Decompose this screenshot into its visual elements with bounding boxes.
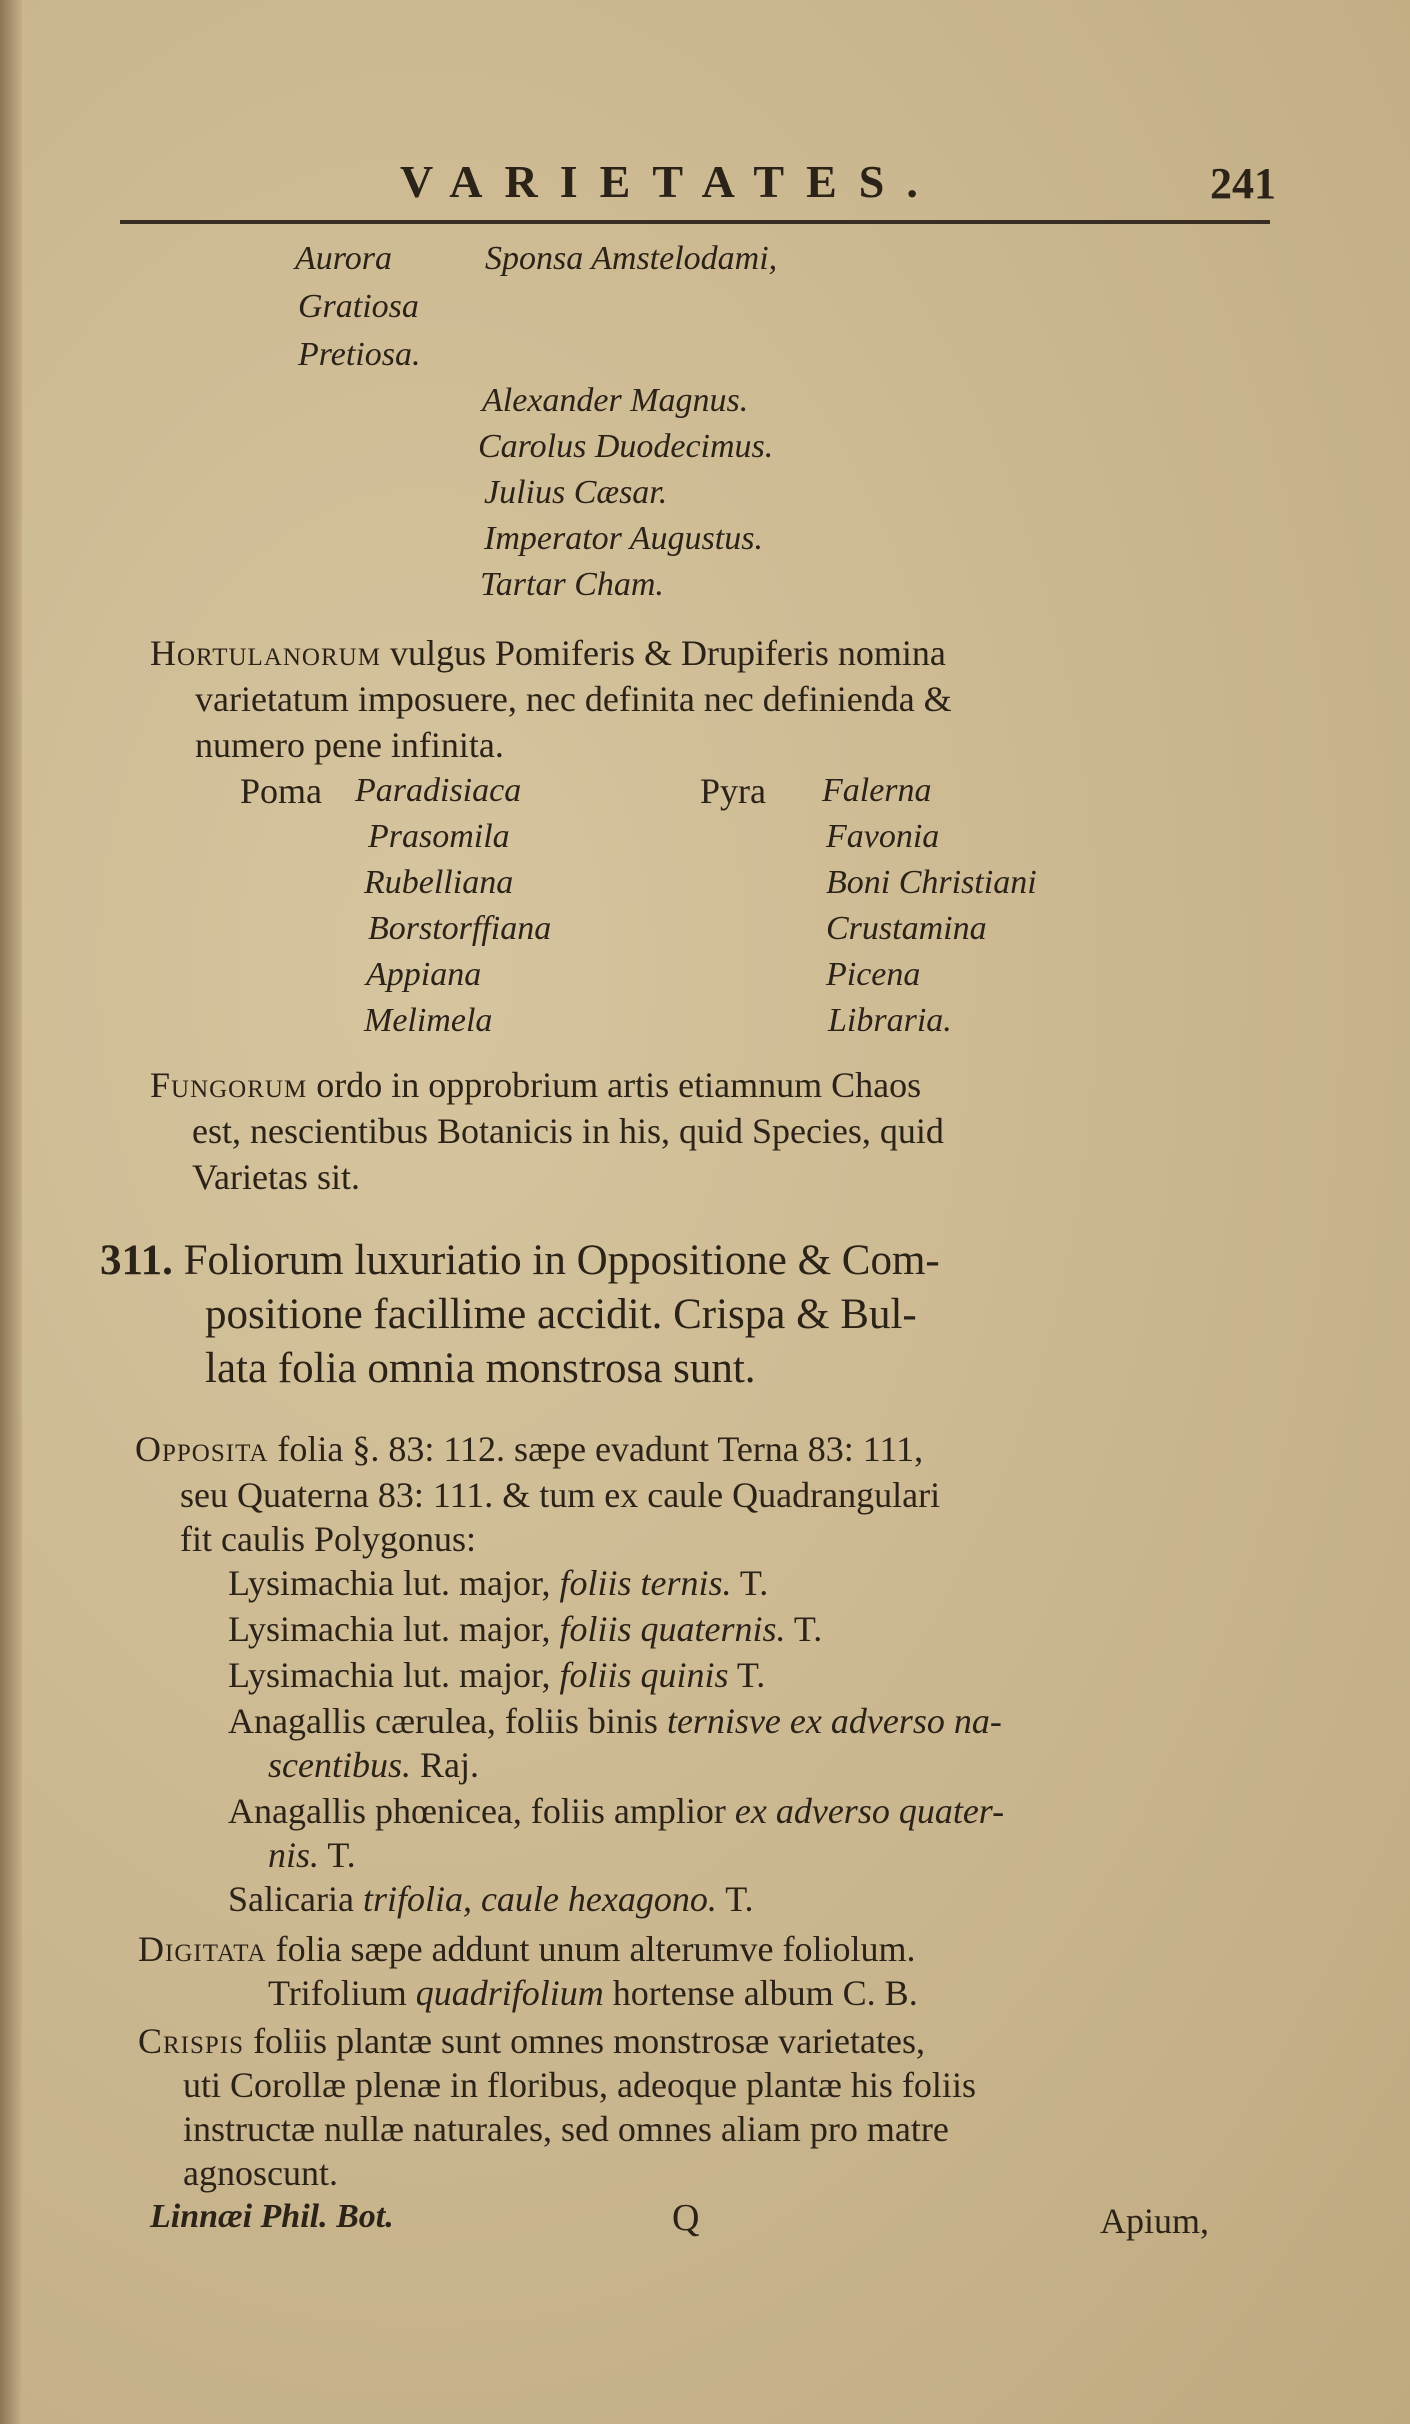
fungorum-line: est, nescientibus Botanicis in his, quid Species, quid xyxy=(192,1111,944,1151)
variety-name: Alexander Magnus. xyxy=(482,382,749,419)
example-line: Lysimachia lut. major, foliis ternis. T. xyxy=(228,1563,769,1603)
crispis-line: uti Corollæ plenæ in floribus, adeoque plantæ his foliis xyxy=(183,2065,976,2105)
pyra-item: Picena xyxy=(826,956,921,993)
variety-aurora: Aurora xyxy=(295,240,392,277)
pyra-item: Boni Christiani xyxy=(826,864,1037,901)
variety-pretiosa: Pretiosa. xyxy=(298,336,421,373)
crispis-line: agnoscunt. xyxy=(183,2153,338,2193)
opposita-line: Opposita folia §. 83: 112. sæpe evadunt Terna 83: 111, xyxy=(135,1429,924,1469)
example-line: nis. T. xyxy=(268,1835,356,1875)
poma-item: Paradisiaca xyxy=(355,772,522,809)
variety-sponsa: Sponsa Amstelodami, xyxy=(485,240,778,277)
digitata-line: Digitata folia sæpe addunt unum alterumve foliolum. xyxy=(138,1929,916,1969)
variety-name: Julius Cæsar. xyxy=(484,474,668,511)
poma-item: Borstorffiana xyxy=(368,910,552,947)
hortulanorum-line: Hortulanorum vulgus Pomiferis & Drupiferis nomina xyxy=(150,633,946,673)
catchword: Apium, xyxy=(1100,2201,1210,2241)
poma-item: Appiana xyxy=(366,956,482,993)
section-311-line: lata folia omnia monstrosa sunt. xyxy=(205,1345,756,1392)
example-line: Anagallis cærulea, foliis binis ternisve ex adverso na- xyxy=(228,1701,1002,1741)
variety-name: Tartar Cham. xyxy=(480,566,664,603)
poma-item: Melimela xyxy=(364,1002,493,1039)
digitata-line: Trifolium quadrifolium hortense album C. B. xyxy=(268,1973,918,2013)
section-311-line: positione facillime accidit. Crispa & Bul- xyxy=(205,1291,917,1338)
variety-gratiosa: Gratiosa xyxy=(298,288,419,325)
signature-mark: Q xyxy=(672,2197,700,2239)
opposita-line: fit caulis Polygonus: xyxy=(180,1519,476,1559)
example-line: Lysimachia lut. major, foliis quaternis. T. xyxy=(228,1609,823,1649)
section-311-line: 311. Foliorum luxuriatio in Oppositione & Com- xyxy=(100,1237,940,1284)
crispis-lead: Crispis xyxy=(138,2021,245,2061)
digitata-lead: Digitata xyxy=(138,1929,267,1969)
crispis-line: Crispis foliis plantæ sunt omnes monstrosæ varietates, xyxy=(138,2021,926,2061)
fungorum-line: Fungorum ordo in opprobrium artis etiamnum Chaos xyxy=(150,1065,922,1105)
pyra-label: Pyra xyxy=(700,771,766,811)
opposita-line: seu Quaterna 83: 111. & tum ex caule Quadrangulari xyxy=(180,1475,941,1515)
poma-item: Rubelliana xyxy=(364,864,514,901)
fungorum-lead: Fungorum xyxy=(150,1065,308,1105)
variety-name: Imperator Augustus. xyxy=(484,520,763,557)
page-number: 241 xyxy=(1210,159,1276,208)
header-rule xyxy=(120,220,1270,224)
fungorum-line: Varietas sit. xyxy=(192,1157,360,1197)
pyra-item: Libraria. xyxy=(828,1002,952,1039)
example-line: Salicaria trifolia, caule hexagono. T. xyxy=(228,1879,754,1919)
poma-label: Poma xyxy=(240,771,323,811)
pyra-item: Favonia xyxy=(826,818,940,855)
example-line: Lysimachia lut. major, foliis quinis T. xyxy=(228,1655,766,1695)
crispis-line: instructæ nullæ naturales, sed omnes aliam pro matre xyxy=(183,2109,949,2149)
variety-name: Carolus Duodecimus. xyxy=(478,428,774,465)
running-title: VARIETATES. xyxy=(400,156,940,207)
page-gutter-shadow xyxy=(0,0,22,2424)
signature-line: Linnæi Phil. Bot. xyxy=(150,2198,394,2235)
pyra-item: Falerna xyxy=(822,772,932,809)
hortulanorum-lead: Hortulanorum xyxy=(150,633,381,673)
pyra-item: Crustamina xyxy=(826,910,987,947)
opposita-lead: Opposita xyxy=(135,1429,269,1469)
poma-item: Prasomila xyxy=(368,818,510,855)
example-line: scentibus. Raj. xyxy=(268,1745,479,1785)
example-line: Anagallis phœnicea, foliis amplior ex adverso quater- xyxy=(228,1791,1005,1831)
hortulanorum-line: numero pene infinita. xyxy=(195,725,504,765)
section-number: 311. xyxy=(100,1237,173,1284)
hortulanorum-line: varietatum imposuere, nec definita nec definienda & xyxy=(195,679,952,719)
